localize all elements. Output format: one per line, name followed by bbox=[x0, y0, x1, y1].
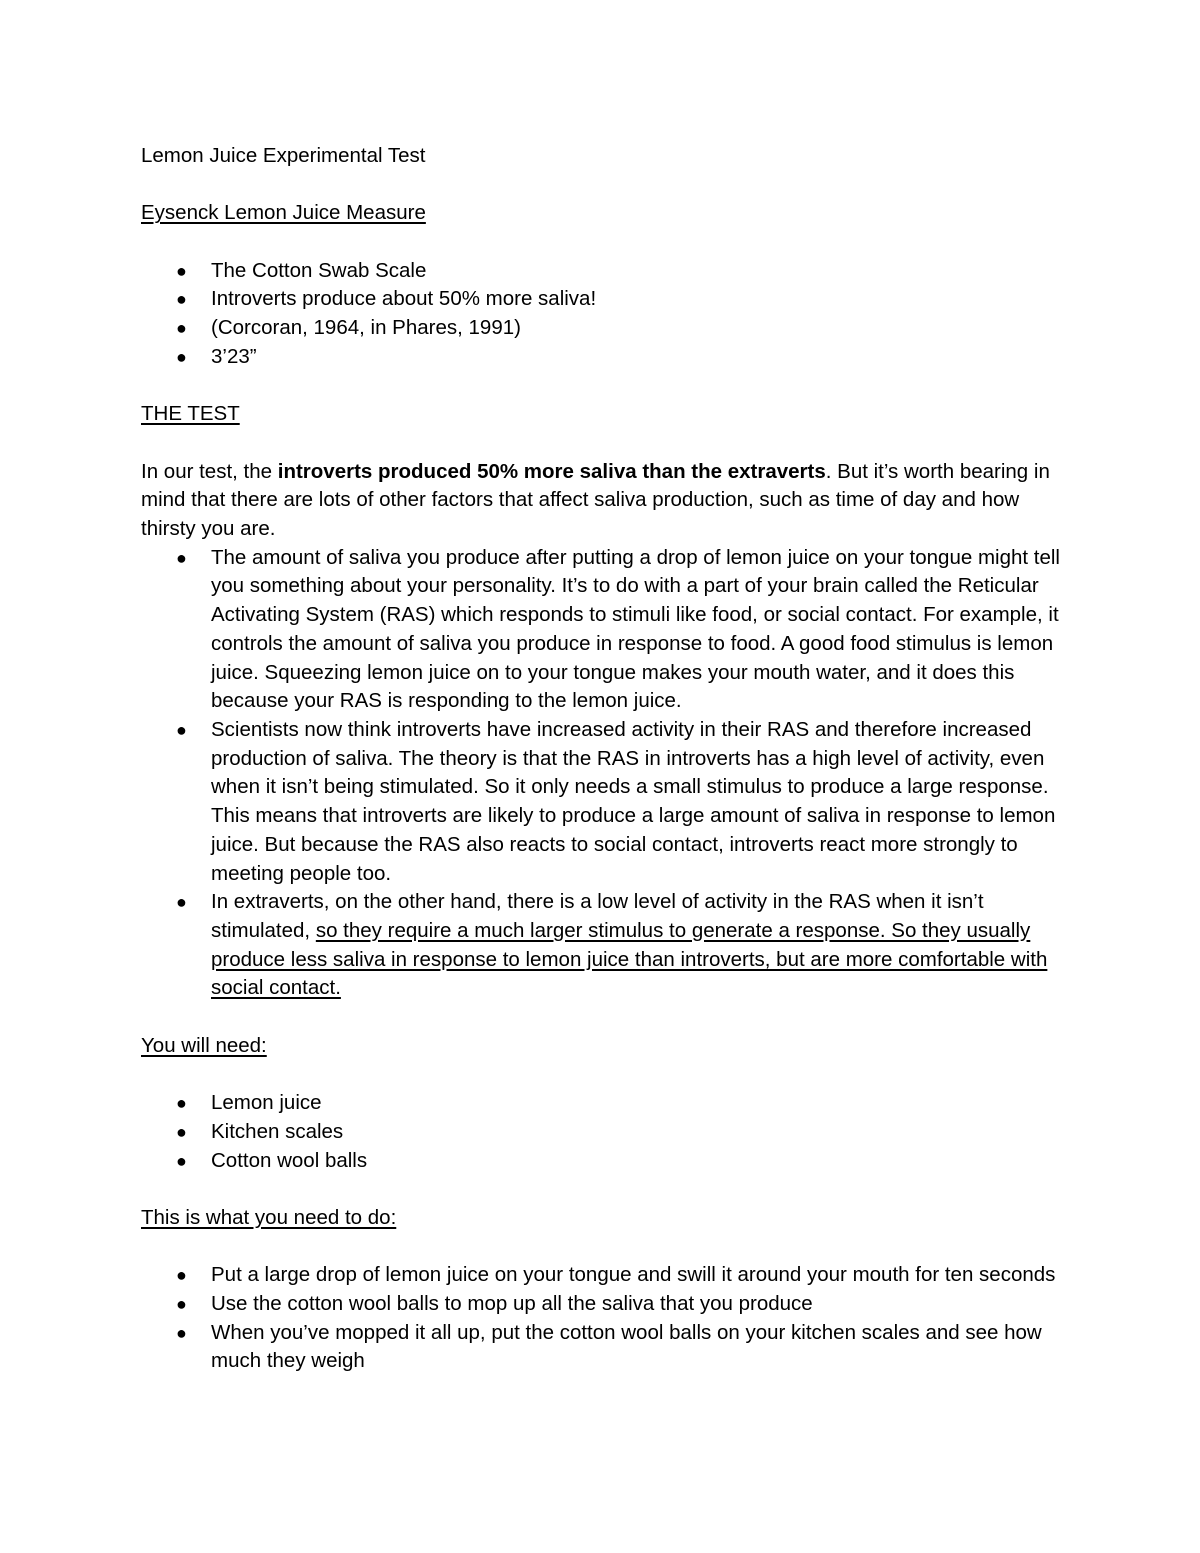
bullet-icon: ● bbox=[176, 1121, 187, 1142]
list-item: ● The Cotton Swab Scale bbox=[141, 257, 1071, 286]
list-item: ● In extraverts, on the other hand, there is a low level of activity in the RAS when it isn’t stimulated, so they require a much larger stimulus to generate a response. So they usually produce less saliva in response to lemon juice than introverts, but are more comfortable with social contact. bbox=[176, 890, 1048, 1000]
section-heading-eysenck: Eysenck Lemon Juice Measure bbox=[141, 201, 426, 225]
list-item: ● The amount of saliva you produce after putting a drop of lemon juice on your tongue might tell you something about your personality. It’s to do with a part of your brain called the Reticular Activating System (RAS) which responds to stimuli like food, or social contact. For example, it controls the amount of saliva you produce in response to food. A good food stimulus is lemon juice. Squeezing lemon juice on to your tongue makes your mouth water, and it does this because your RAS is responding to the lemon juice. bbox=[176, 545, 1060, 713]
materials-list bbox=[141, 1089, 1071, 1175]
bullet-icon: ● bbox=[176, 1150, 187, 1171]
underlined-conclusion: so they require a much larger stimulus to generate a response. So they usually produce less saliva in response to lemon juice than introverts, but are more comfortable with social contact. bbox=[211, 918, 1048, 1000]
list-item: ● Use the cotton wool balls to mop up all the saliva that you produce bbox=[141, 1290, 1071, 1319]
list-item: ● Introverts produce about 50% more saliva! bbox=[141, 285, 1071, 314]
bullet-icon: ● bbox=[176, 1294, 187, 1314]
bullet-icon: ● bbox=[176, 1322, 187, 1343]
document-page bbox=[141, 142, 1071, 1376]
list-item: ● Lemon juice bbox=[141, 1089, 1071, 1118]
bullet-icon: ● bbox=[176, 1265, 187, 1286]
bullet-icon: ● bbox=[176, 289, 187, 310]
list-item: ● Put a large drop of lemon juice on your tongue and swill it around your mouth for ten seconds bbox=[141, 1261, 1071, 1290]
bullet-icon: ● bbox=[176, 720, 187, 740]
bullet-icon: ● bbox=[176, 547, 187, 568]
list-item: ● Scientists now think introverts have increased activity in their RAS and therefore increased production of saliva. The theory is that the RAS in introverts has a high level of activity, even when it isn’t being stimulated. So it only needs a small stimulus to produce a large response. This means that introverts are likely to produce a large amount of saliva in response to lemon juice. But because the RAS also reacts to social contact, introverts react more strongly to meeting people too. bbox=[176, 718, 1056, 885]
section-heading-what-to-do: This is what you need to do: bbox=[141, 1205, 397, 1229]
list-item: ● Kitchen scales bbox=[141, 1118, 1071, 1147]
section-heading-the-test: THE TEST bbox=[141, 402, 240, 426]
section-heading-you-will-need: You will need: bbox=[141, 1033, 267, 1057]
procedure-list bbox=[141, 1261, 1071, 1376]
list-item: ● When you’ve mopped it all up, put the cotton wool balls on your kitchen scales and see how much they weigh bbox=[176, 1320, 1042, 1373]
document-title: Lemon Juice Experimental Test bbox=[141, 144, 426, 167]
bullet-icon: ● bbox=[176, 260, 187, 281]
bullet-icon: ● bbox=[176, 1093, 187, 1114]
bullet-icon: ● bbox=[176, 318, 187, 339]
test-intro-paragraph: In our test, the introverts produced 50% more saliva than the extraverts. But it’s worth bearing in mind that there are lots of other factors that affect saliva production, such as time of day and how thirsty you are. bbox=[141, 459, 1050, 541]
eysenck-list bbox=[141, 257, 1071, 372]
list-item: ● Cotton wool balls bbox=[141, 1147, 1071, 1176]
list-item: ● (Corcoran, 1964, in Phares, 1991) bbox=[141, 314, 1071, 343]
bullet-icon: ● bbox=[176, 346, 187, 367]
bullet-icon: ● bbox=[176, 892, 187, 913]
test-explanation-list bbox=[141, 544, 1071, 1003]
list-item: ● 3’23” bbox=[141, 343, 1071, 372]
bold-finding: introverts produced 50% more saliva than the extraverts bbox=[277, 459, 826, 483]
